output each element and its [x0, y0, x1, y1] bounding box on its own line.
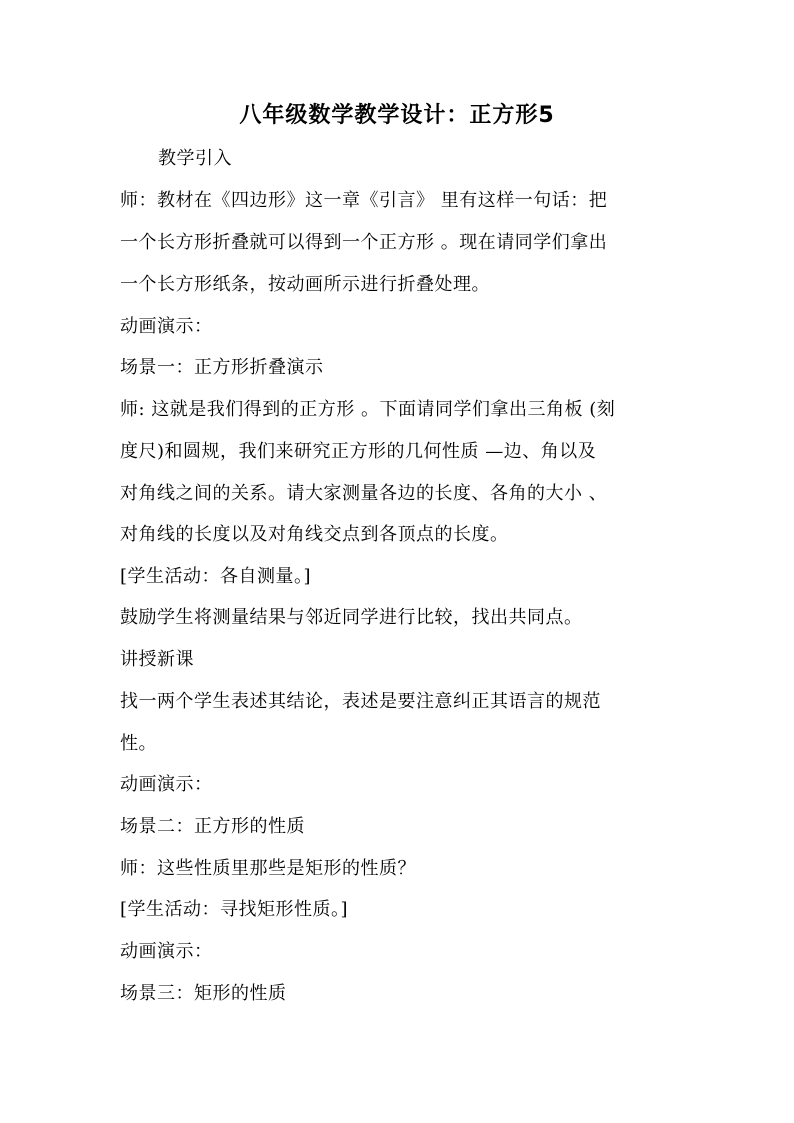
paragraph-line: [学生活动：各自测量。] — [120, 566, 312, 587]
paragraph-line: 度尺)和圆规，我们来研究正方形的几何性质 —边、角以及 — [120, 441, 597, 462]
paragraph-line: 场景三：矩形的性质 — [120, 983, 287, 1004]
paragraph-line: 场景二：正方形的性质 — [120, 816, 305, 837]
paragraph-line: [学生活动：寻找矩形性质。] — [120, 899, 349, 920]
document-title: 八年级数学教学设计：正方形5 — [239, 103, 555, 128]
section-heading-new-lesson: 讲授新课 — [120, 649, 194, 670]
paragraph-line: 动画演示： — [120, 941, 213, 962]
paragraph-line: 找一两个学生表述其结论，表述是要注意纠正其语言的规范 — [120, 691, 601, 712]
paragraph-line: 对角线之间的关系。请大家测量各边的长度、各角的大小 、 — [120, 483, 608, 504]
paragraph-line: 一个长方形纸条，按动画所示进行折叠处理。 — [120, 274, 490, 295]
paragraph-line: 性。 — [120, 733, 157, 754]
paragraph-line: 对角线的长度以及对角线交点到各顶点的长度。 — [120, 524, 509, 545]
paragraph-line: 师：这些性质里那些是矩形的性质？ — [120, 858, 416, 879]
paragraph-line: 鼓励学生将测量结果与邻近同学进行比较，找出共同点。 — [120, 607, 583, 628]
paragraph-line: 师: 这就是我们得到的正方形 。下面请同学们拿出三角板 (刻 — [120, 399, 616, 420]
paragraph-line: 一个长方形折叠就可以得到一个正方形 。现在请同学们拿出 — [120, 232, 608, 253]
paragraph-line: 师：教材在《四边形》这一章《引言》 里有这样一句话：把 — [120, 190, 608, 211]
paragraph-line: 动画演示： — [120, 316, 213, 337]
paragraph-line: 场景一：正方形折叠演示 — [120, 357, 324, 378]
paragraph-line: 动画演示： — [120, 774, 213, 795]
section-heading-intro: 教学引入 — [158, 148, 232, 169]
